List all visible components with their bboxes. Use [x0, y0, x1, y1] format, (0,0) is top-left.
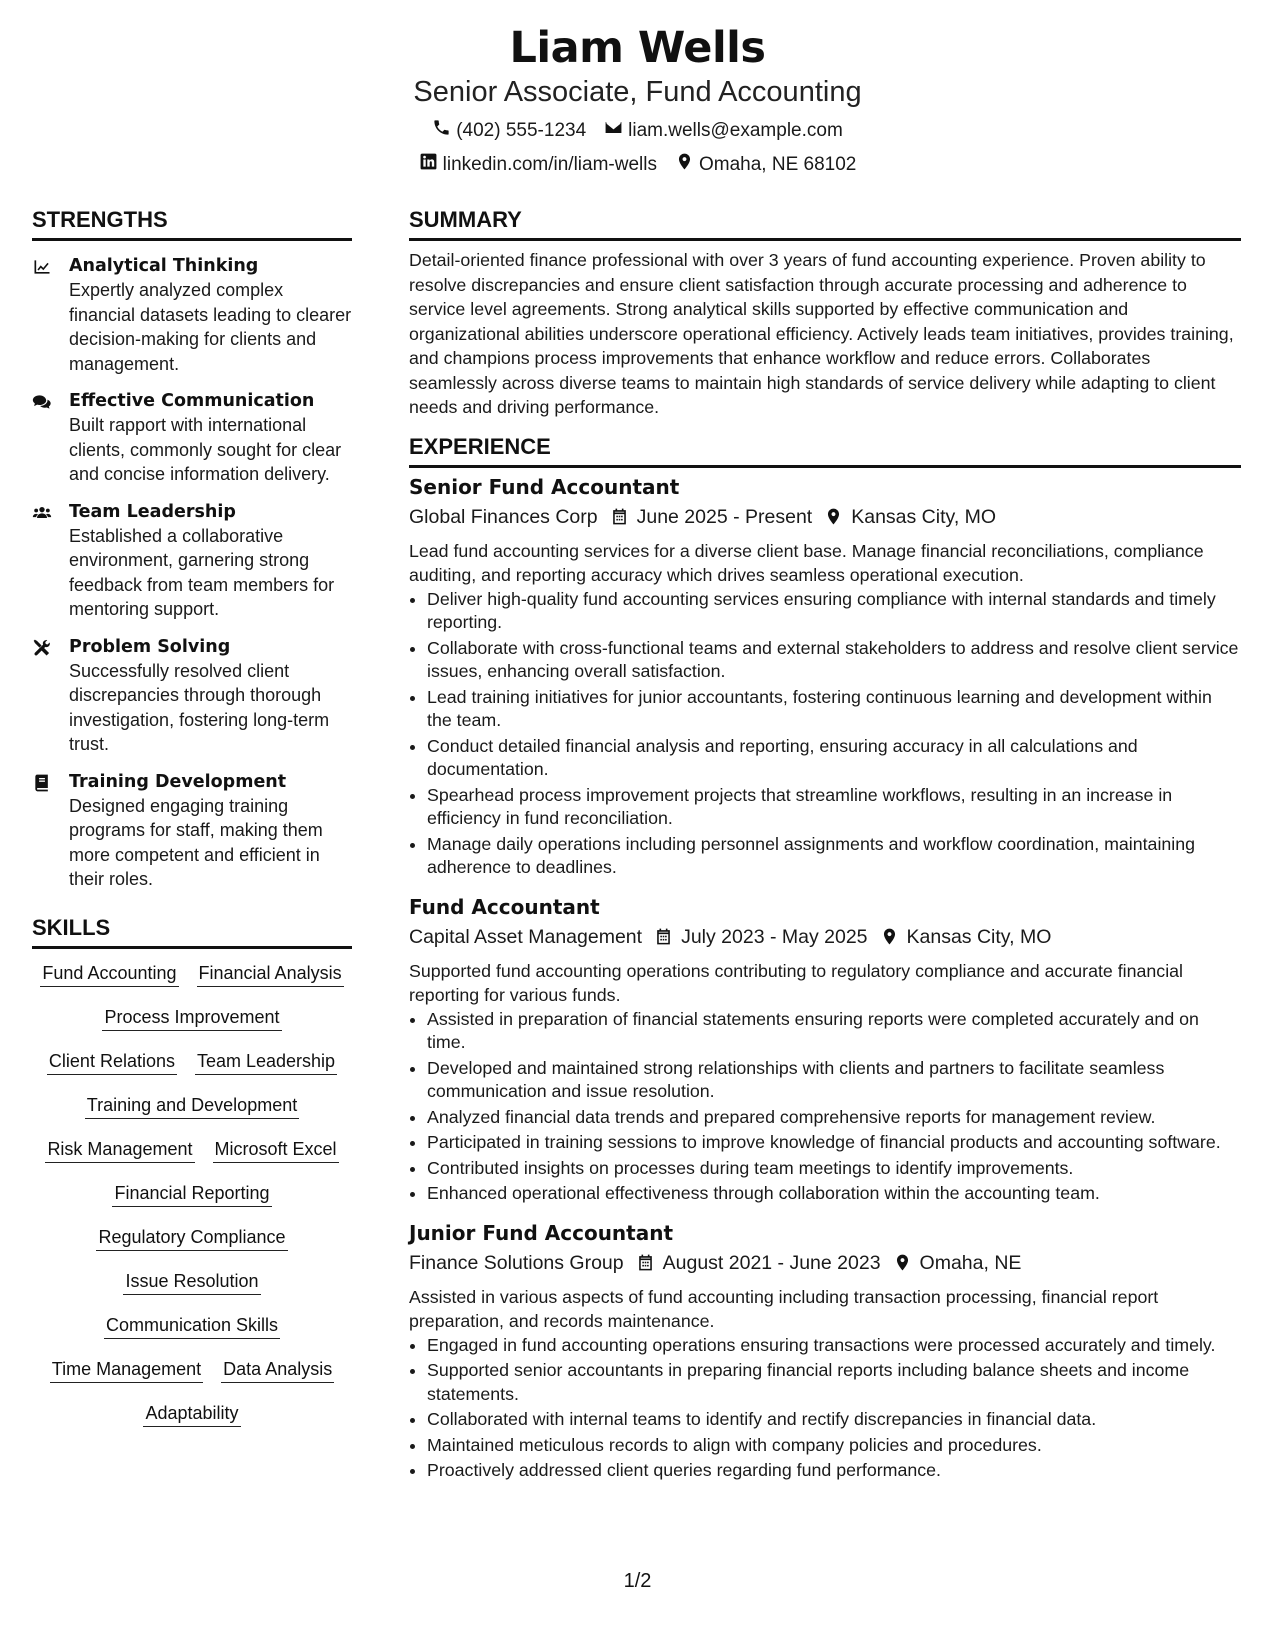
job-dates: July 2023 - May 2025	[681, 925, 868, 948]
bullet-item: • Participated in training sessions to improve knowledge of financial products and accounting software.	[427, 1131, 1241, 1155]
contact-linkedin[interactable]	[419, 152, 657, 178]
job-title: Junior Fund Accountant	[409, 1220, 674, 1245]
job-entry	[409, 474, 1241, 880]
strength-item	[32, 770, 352, 892]
bullet-item: • Collaborated with internal teams to identify and rectify discrepancies in financial data.	[427, 1408, 1241, 1432]
bullet-item: • Conduct detailed financial analysis and reporting, ensuring accuracy in all calculations and documentation.	[427, 735, 1241, 782]
job-meta	[409, 922, 1241, 952]
bullet-item: • Lead training initiatives for junior accountants, fostering continuous learning and development within the team.	[427, 686, 1241, 733]
skill-tag: Time Management	[50, 1357, 203, 1383]
strength-item	[32, 635, 352, 757]
strength-name: Training Development	[69, 771, 287, 792]
job-title: Senior Fund Accountant	[409, 474, 680, 499]
company-name: Global Finances Corp	[409, 505, 598, 528]
resume-header	[0, 22, 1275, 178]
candidate-name: Liam Wells	[509, 23, 766, 73]
strength-desc: Successfully resolved client discrepancies through thorough investigation, fostering long-term trust.	[69, 660, 330, 754]
skill-tag: Data Analysis	[221, 1357, 334, 1383]
skills-heading: SKILLS	[32, 914, 352, 949]
job-description: Assisted in various aspects of fund accounting including transaction processing, financial report preparation, and records maintenance.	[409, 1286, 1159, 1331]
job-location: Kansas City, MO	[906, 925, 1052, 948]
envelope-icon	[604, 118, 623, 144]
contact-phone	[432, 118, 586, 144]
bullet-item: • Enhanced operational effectiveness through collaboration within the accounting team.	[427, 1182, 1241, 1206]
comments-icon	[32, 389, 69, 487]
bullet-item: • Analyzed financial data trends and prepared comprehensive reports for management review.	[427, 1106, 1241, 1130]
skill-tag: Adaptability	[143, 1401, 240, 1427]
skill-tag: Risk Management	[45, 1137, 194, 1163]
strength-desc: Established a collaborative environment, garnering strong feedback from team members for mentoring support.	[69, 525, 335, 619]
job-dates: August 2021 - June 2023	[662, 1251, 881, 1274]
linkedin-text[interactable]: linkedin.com/in/liam-wells	[442, 154, 657, 175]
skill-tag: Issue Resolution	[123, 1269, 260, 1295]
skill-tag: Team Leadership	[195, 1049, 337, 1075]
summary-text: Detail-oriented finance professional with over 3 years of fund accounting experience. Proven ability to resolve discrepancies and ensure client satisfaction through accurate processing and adherence to service level agreements. Strong analytical skills supported by effective communication and organizational abilities underscore operational efficiency. Actively leads team initiatives, provides training, and champions process improvements that enhance workflow and reduce errors. Collaborates seamlessly across diverse teams to maintain high standards of service delivery while adapting to client needs and driving performance.	[409, 250, 1234, 417]
email-text[interactable]: liam.wells@example.com	[628, 120, 843, 141]
strengths-heading: STRENGTHS	[32, 206, 352, 241]
strength-item	[32, 389, 352, 487]
job-title: Fund Accountant	[409, 894, 600, 919]
bullet-item: • Manage daily operations including personnel assignments and workflow coordination, maintaining adherence to deadlines.	[427, 833, 1241, 880]
skill-tag: Communication Skills	[104, 1313, 280, 1339]
bullet-item: • Engaged in fund accounting operations ensuring transactions were processed accurately and timely.	[427, 1334, 1241, 1358]
linkedin-icon	[419, 152, 438, 178]
strength-desc: Built rapport with international clients, commonly sought for clear and concise information delivery.	[69, 415, 342, 484]
job-entry	[409, 1220, 1241, 1483]
map-pin-icon	[675, 152, 694, 178]
job-description: Supported fund accounting operations contributing to regulatory compliance and accurate financial reporting for various funds.	[409, 960, 1183, 1005]
location-text: Omaha, NE 68102	[698, 154, 857, 175]
tools-icon	[32, 635, 69, 757]
experience-section	[409, 433, 1241, 1483]
bullet-item: • Assisted in preparation of financial statements ensuring reports were completed accurately and on time.	[427, 1008, 1241, 1055]
calendar-icon	[636, 1253, 655, 1272]
contact-row-2	[0, 152, 1275, 178]
job-dates: June 2025 - Present	[636, 505, 813, 528]
calendar-icon	[654, 927, 673, 946]
map-pin-icon	[880, 927, 899, 946]
skill-tag: Process Improvement	[102, 1005, 281, 1031]
company-name: Finance Solutions Group	[409, 1251, 624, 1274]
skill-tag: Training and Development	[85, 1093, 299, 1119]
strength-name: Analytical Thinking	[69, 256, 259, 276]
bullet-item: • Proactively addressed client queries regarding fund performance.	[427, 1459, 1241, 1483]
strength-name: Effective Communication	[69, 391, 315, 411]
book-icon	[32, 770, 69, 892]
job-location: Kansas City, MO	[851, 505, 997, 528]
skill-tag: Financial Reporting	[112, 1181, 271, 1207]
strength-name: Team Leadership	[69, 501, 236, 522]
skill-tag: Fund Accounting	[40, 961, 178, 987]
map-pin-icon	[893, 1253, 912, 1272]
bullet-item: • Contributed insights on processes during team meetings to identify improvements.	[427, 1157, 1241, 1181]
summary-heading: SUMMARY	[409, 206, 1241, 241]
page-number: 1/2	[623, 1570, 652, 1592]
strength-desc: Expertly analyzed complex financial datasets leading to clearer decision-making for clients and management.	[69, 280, 352, 374]
bullet-item: • Maintained meticulous records to align with company policies and procedures.	[427, 1434, 1241, 1458]
contact-location	[675, 152, 856, 178]
job-location: Omaha, NE	[919, 1251, 1022, 1274]
strength-item	[32, 500, 352, 622]
company-name: Capital Asset Management	[409, 925, 643, 948]
job-bullets	[409, 1334, 1241, 1483]
job-meta	[409, 502, 1241, 532]
skill-tag: Microsoft Excel	[213, 1137, 339, 1163]
experience-heading: EXPERIENCE	[409, 433, 1241, 468]
skill-tag: Client Relations	[47, 1049, 177, 1075]
job-bullets	[409, 588, 1241, 880]
contact-row-1	[0, 118, 1275, 144]
job-meta	[409, 1248, 1241, 1278]
phone-text: (402) 555-1234	[456, 120, 587, 141]
bullet-item: • Collaborate with cross-functional teams and external stakeholders to address and resolve client service issues, enhancing overall satisfaction.	[427, 637, 1241, 684]
skill-tag: Financial Analysis	[197, 961, 344, 987]
bullet-item: • Developed and maintained strong relationships with clients and partners to facilitate seamless communication and issue resolution.	[427, 1057, 1241, 1104]
job-entry	[409, 894, 1241, 1206]
users-icon	[32, 500, 69, 622]
bullet-item: • Supported senior accountants in preparing financial reports including balance sheets and income statements.	[427, 1359, 1241, 1406]
skills-list	[32, 961, 352, 1427]
strength-item	[32, 254, 352, 376]
contact-email[interactable]	[604, 118, 843, 144]
left-column	[32, 206, 352, 1427]
chart-line-icon	[32, 254, 69, 376]
strength-desc: Designed engaging training programs for staff, making them more competent and efficient in their roles.	[69, 795, 323, 889]
map-pin-icon	[824, 507, 843, 526]
bullet-item: • Deliver high-quality fund accounting services ensuring compliance with internal standards and timely reporting.	[427, 588, 1241, 635]
job-bullets	[409, 1008, 1241, 1206]
bullet-item: • Spearhead process improvement projects that streamline workflows, resulting in an increase in efficiency in fund reconciliation.	[427, 784, 1241, 831]
candidate-title: Senior Associate, Fund Accounting	[413, 76, 862, 108]
strength-name: Problem Solving	[69, 636, 231, 657]
right-column	[409, 206, 1241, 1485]
phone-icon	[432, 118, 451, 144]
calendar-icon	[610, 507, 629, 526]
job-description: Lead fund accounting services for a diverse client base. Manage financial reconciliations, compliance auditing, and reporting accuracy which drives seamless operational execution.	[409, 540, 1204, 585]
skill-tag: Regulatory Compliance	[96, 1225, 287, 1251]
